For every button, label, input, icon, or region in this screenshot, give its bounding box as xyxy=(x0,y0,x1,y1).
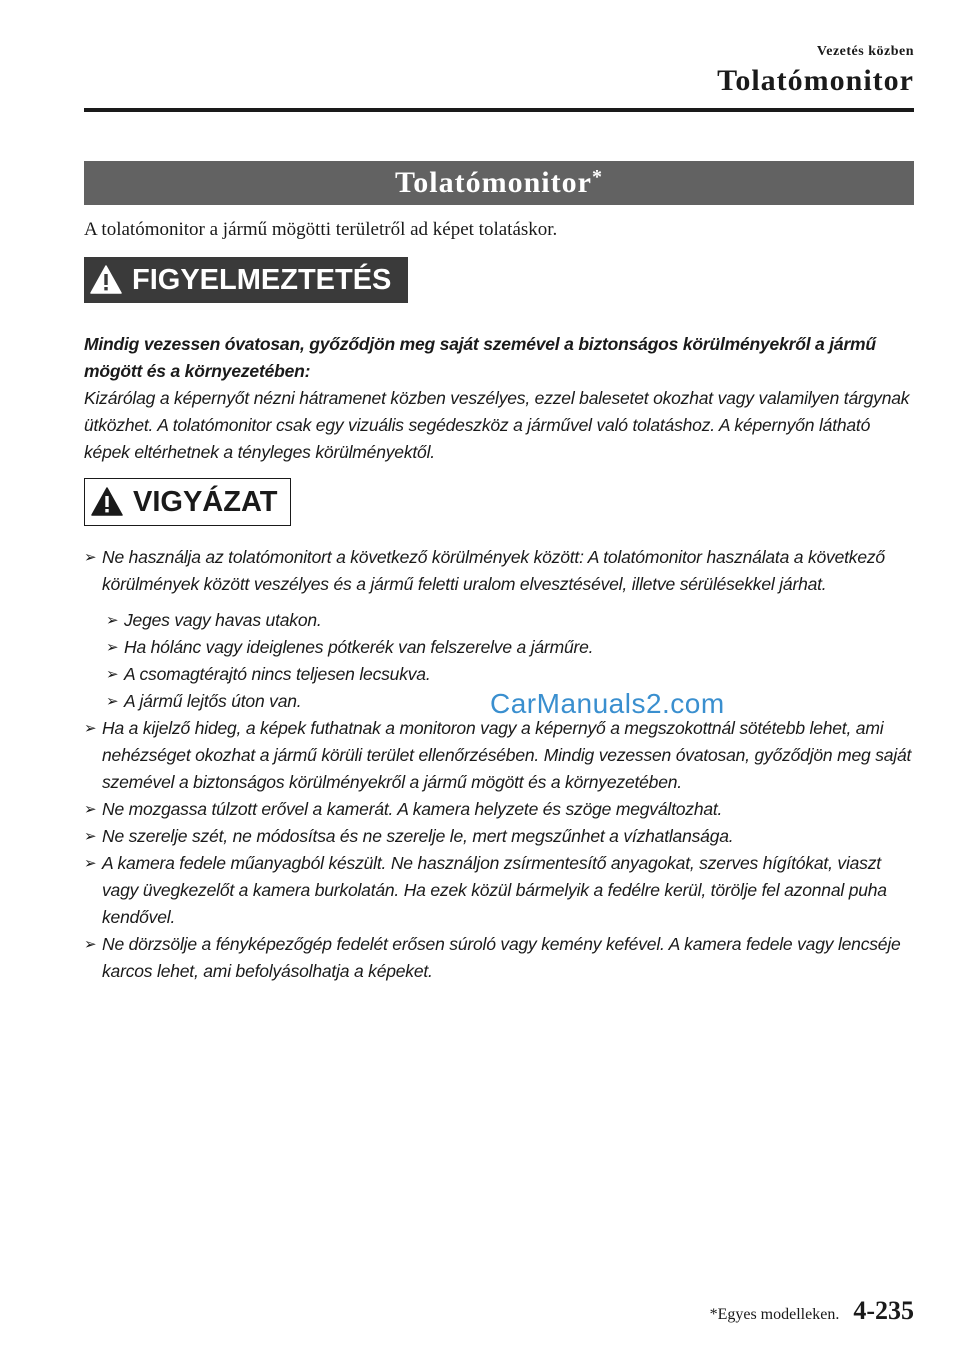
sub-list-item: ➢ Jeges vagy havas utakon. xyxy=(106,607,914,634)
caution-list xyxy=(84,544,914,985)
warning-body xyxy=(84,331,914,466)
arrow-bullet-icon: ➢ xyxy=(84,549,97,566)
arrow-bullet-icon: ➢ xyxy=(84,936,97,953)
section-title-bar xyxy=(84,161,914,205)
arrow-bullet-icon: ➢ xyxy=(106,639,119,656)
warning-text: Kizárólag a képernyőt nézni hátramenet közben veszélyes, ezzel balesetet okozhat vagy valamilyen tárgynak ütközhet. A tolatómonitor csak egy vizuális segédeszköz a járművel való tolatáshoz. A képernyőn látható képek eltérhetnek a tényleges körülményektől. xyxy=(84,388,910,462)
intro-text: A tolatómonitor a jármű mögötti területről ad képet tolatáskor. xyxy=(84,219,558,240)
arrow-bullet-icon: ➢ xyxy=(84,855,97,872)
asterisk-mark: * xyxy=(591,166,603,188)
list-item: ➢ Ne mozgassa túlzott erővel a kamerát. A kamera helyzete és szöge megváltozhat. xyxy=(84,796,914,823)
arrow-bullet-icon: ➢ xyxy=(84,720,97,737)
header-rule xyxy=(84,108,914,112)
caution-label-box xyxy=(84,478,291,526)
arrow-bullet-icon: ➢ xyxy=(84,801,97,818)
caution-triangle-icon xyxy=(91,486,123,518)
arrow-bullet-icon: ➢ xyxy=(106,666,119,683)
list-item: ➢ A kamera fedele műanyagból készült. Ne használjon zsírmentesítő anyagokat, szerves hígítókat, viaszt vagy üvegkezelőt a kamera burkolatán. Ha ezek közül bármelyik a fedélre kerül, törölje fel azonnal puha kendővel. xyxy=(84,850,914,931)
arrow-bullet-icon: ➢ xyxy=(84,828,97,845)
warning-triangle-icon xyxy=(90,264,122,296)
list-item: ➢ Ne szerelje szét, ne módosítsa és ne szerelje le, mert megszűnhet a vízhatlansága. xyxy=(84,823,914,850)
footnote: *Egyes modelleken. xyxy=(709,1306,840,1323)
sub-list-item: ➢ A csomagtérajtó nincs teljesen lecsukva. xyxy=(106,661,914,688)
sub-list-item: ➢ A jármű lejtős úton van. xyxy=(106,688,914,715)
warning-label-box xyxy=(84,257,408,303)
page-footer xyxy=(710,1296,914,1326)
page-number: 4-235 xyxy=(853,1296,914,1325)
list-item: ➢ Ha a kijelző hideg, a képek futhatnak a monitoron vagy a képernyő a megszokottnál sötétebb lehet, ami nehézséget okozhat a jármű körüli terület ellenőrzésében. Mindig vezessen óvatosan, győződjön meg saját szemével a biztonságos körülményekről a jármű mögött és a környezetében. xyxy=(84,715,914,796)
chapter-title: Tolatómonitor xyxy=(717,64,914,97)
arrow-bullet-icon: ➢ xyxy=(106,693,119,710)
sub-list-item: ➢ Ha hólánc vagy ideiglenes pótkerék van felszerelve a járműre. xyxy=(106,634,914,661)
arrow-bullet-icon: ➢ xyxy=(106,612,119,629)
section-title: Tolatómonitor xyxy=(395,166,592,199)
list-item: ➢ Ne dörzsölje a fényképezőgép fedelét erősen súroló vagy kemény kefével. A kamera fedele vagy lencséje karcos lehet, ami befolyásolhatja a képeket. xyxy=(84,931,914,985)
watermark: CarManuals2.com xyxy=(490,688,725,719)
page-header xyxy=(717,44,914,98)
warning-label: FIGYELMEZTETÉS xyxy=(132,263,392,296)
section-name: Vezetés közben xyxy=(816,44,914,59)
caution-label: VIGYÁZAT xyxy=(133,485,278,518)
list-item: ➢ Ne használja az tolatómonitort a következő körülmények között: A tolatómonitor használata a következő körülmények között veszélyes és a jármű feletti uralom elvesztésével, illetve sérülésekkel járhat. xyxy=(84,544,914,598)
warning-bold-text: Mindig vezessen óvatosan, győződjön meg saját szemével a biztonságos körülményekről a jármű mögött és a környezetében: xyxy=(84,334,876,381)
